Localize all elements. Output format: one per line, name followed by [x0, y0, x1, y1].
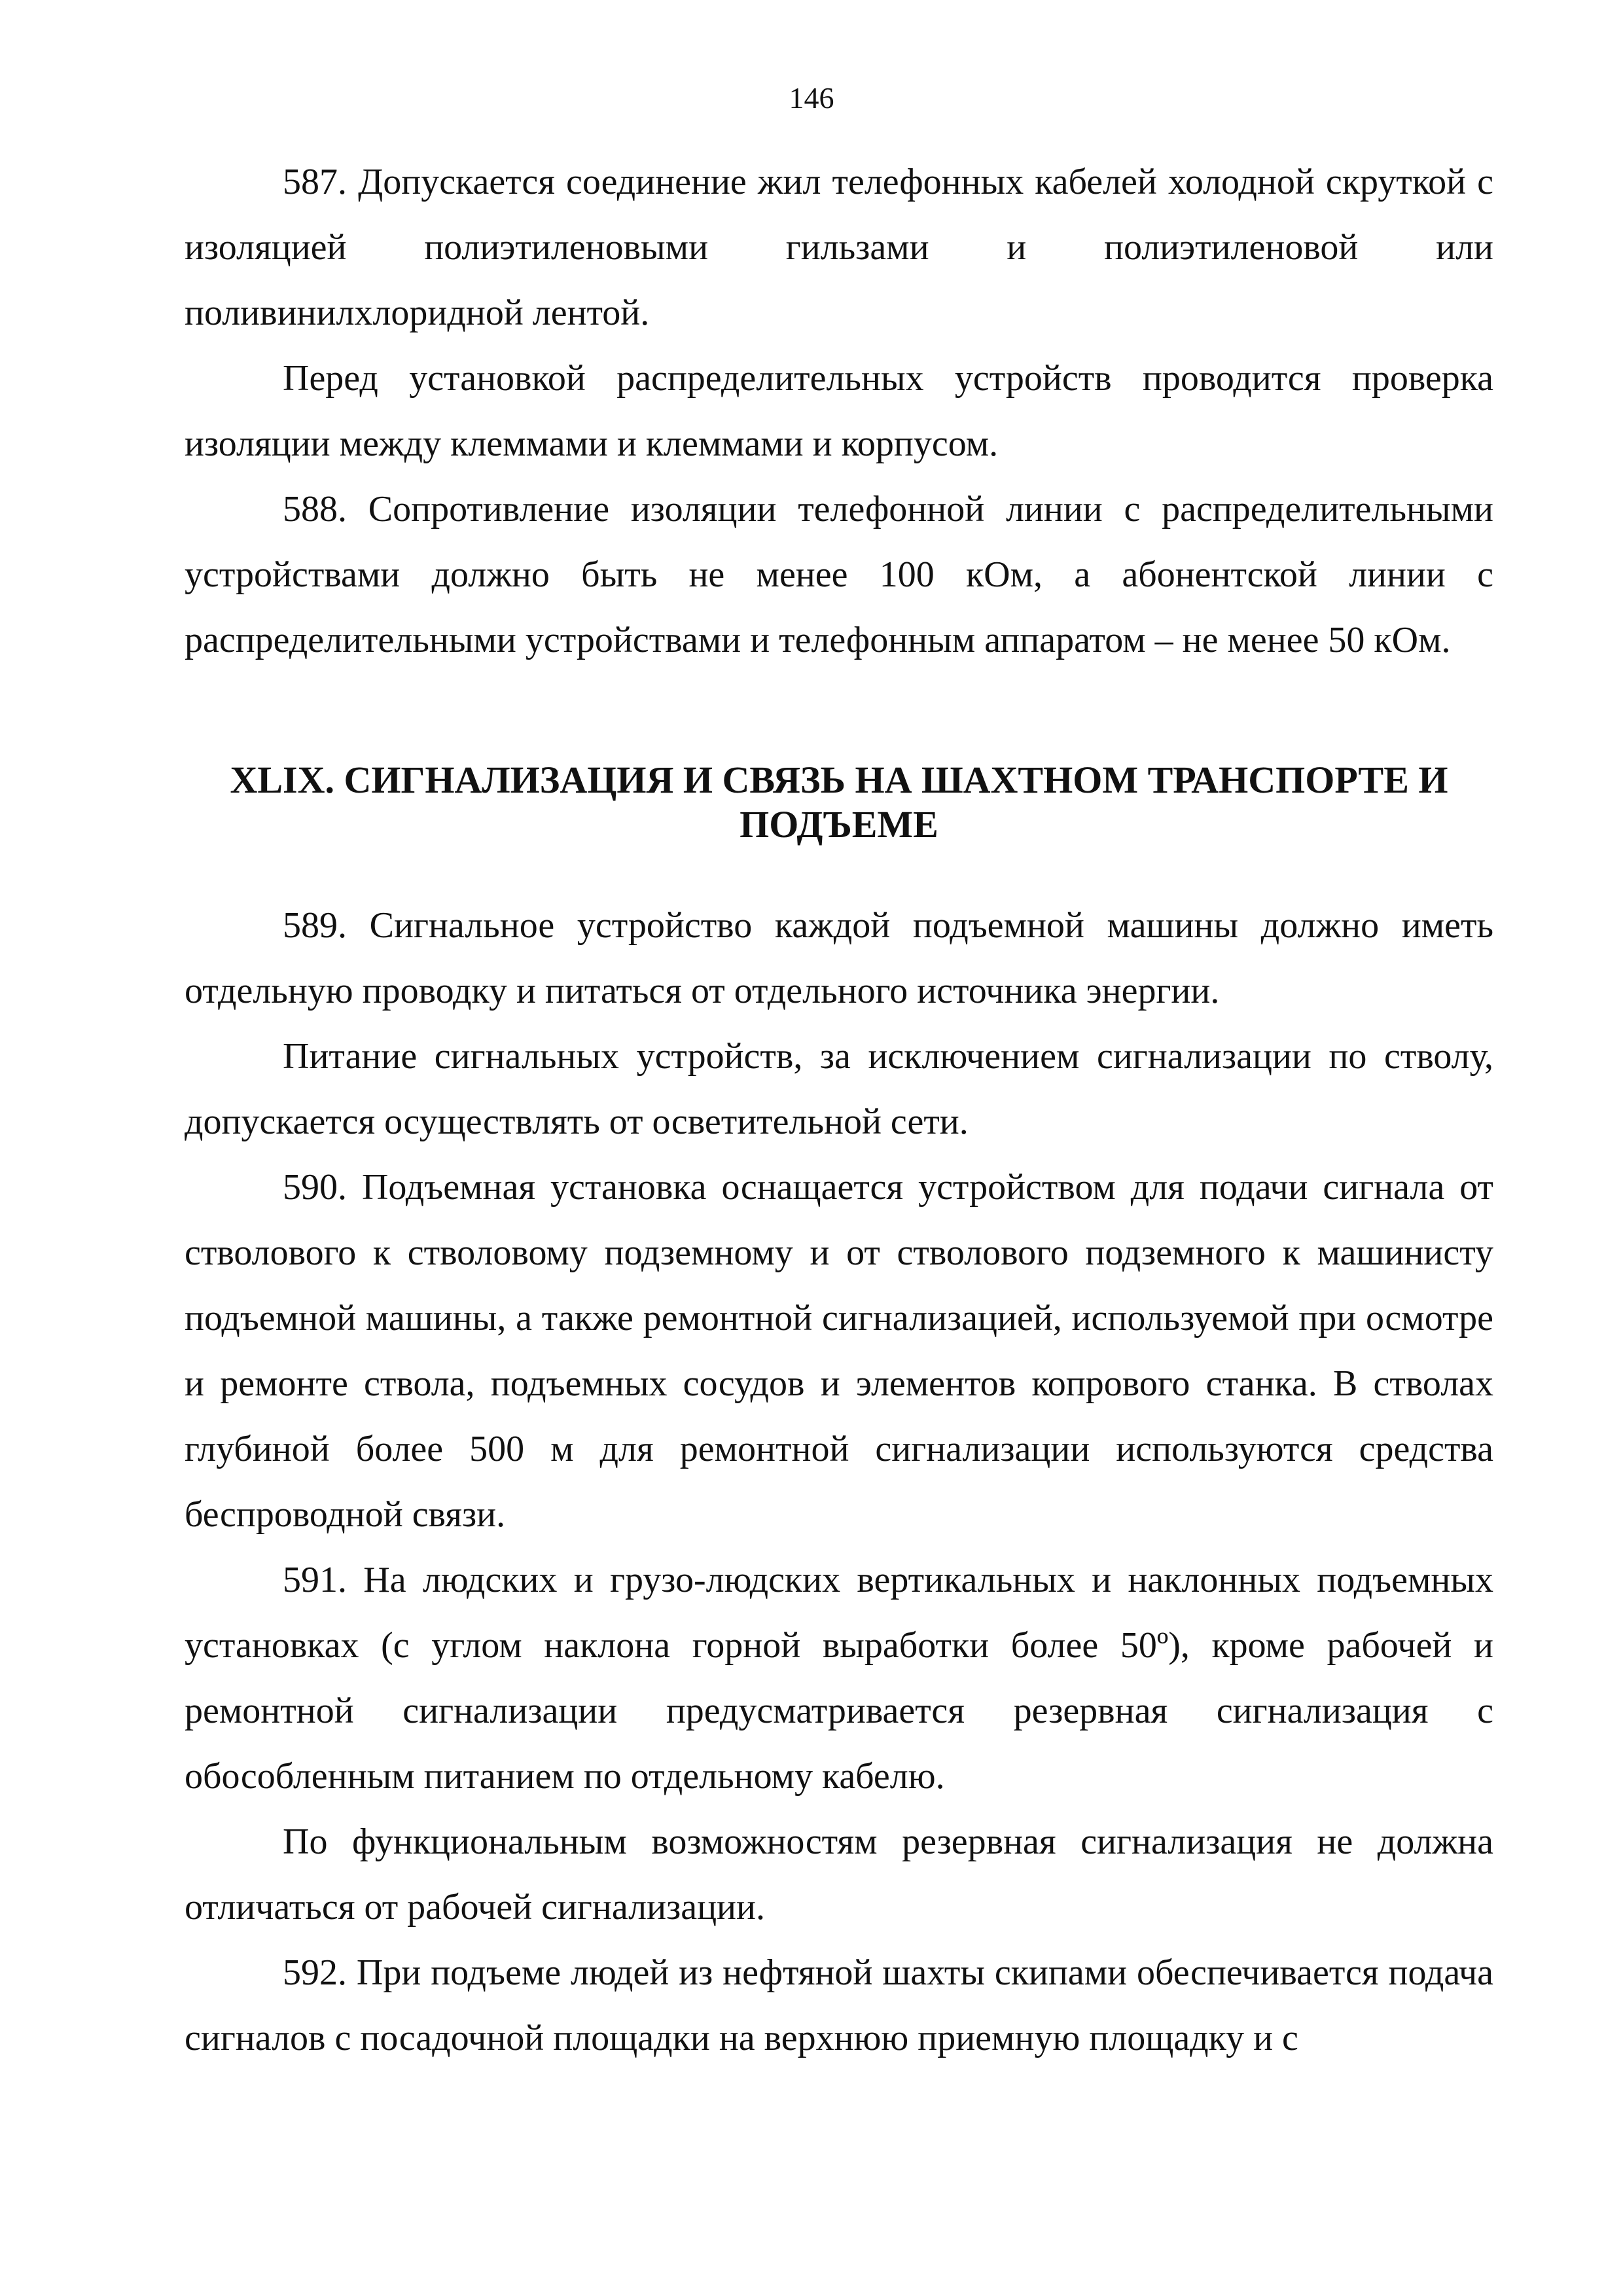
paragraph-588: 588. Сопротивление изоляции телефонной линии с распределительными устройствами должно быть не менее 100 кОм, а абонентской линии с распределительными устройствами и телефонным аппаратом – не менее 50 кОм. [185, 489, 1493, 660]
paragraph-591-continued: По функциональным возможностям резервная сигнализация не должна отличаться от рабочей сигнализации. [185, 1821, 1493, 1928]
section-heading-line-1: XLIX. СИГНАЛИЗАЦИЯ И СВЯЗЬ НА ШАХТНОМ ТРАНСПОРТЕ И [230, 759, 1448, 801]
paragraph-590: 590. Подъемная установка оснащается устройством для подачи сигнала от стволового к стволовому подземному и от стволового подземного к машинисту подъемной машины, а также ремонтной сигнализацией, используемой при осмотре и ремонте ствола, подъемных сосудов и элементов копрового станка. В стволах глубиной более 500 м для ремонтной сигнализации используются средства беспроводной связи. [185, 1167, 1493, 1535]
paragraph-591: 591. На людских и грузо-людских вертикальных и наклонных подъемных установках (с углом наклона горной выработки более 50º), кроме рабочей и ремонтной сигнализации предусматривается резервная сигнализация с обособленным питанием по отдельному кабелю. [185, 1560, 1493, 1797]
paragraph-592: 592. При подъеме людей из нефтяной шахты скипами обеспечивается подача сигналов с посадочной площадки на верхнюю приемную площадку и с [185, 1952, 1493, 2058]
paragraph-589-continued: Питание сигнальных устройств, за исключением сигнализации по стволу, допускается осуществлять от осветительной сети. [185, 1036, 1493, 1142]
paragraph-587-continued: Перед установкой распределительных устройств проводится проверка изоляции между клеммами и клеммами и корпусом. [185, 358, 1493, 464]
section-heading [185, 758, 1493, 847]
page-content [185, 149, 1493, 2071]
paragraph-589: 589. Сигнальное устройство каждой подъемной машины должно иметь отдельную проводку и питаться от отдельного источника энергии. [185, 905, 1493, 1011]
section-heading-line-2: ПОДЪЕМЕ [740, 803, 938, 846]
paragraph-587: 587. Допускается соединение жил телефонных кабелей холодной скруткой с изоляцией полиэтиленовыми гильзами и полиэтиленовой или поливинилхлоридной лентой. [185, 162, 1493, 333]
page-number: 146 [789, 81, 834, 115]
